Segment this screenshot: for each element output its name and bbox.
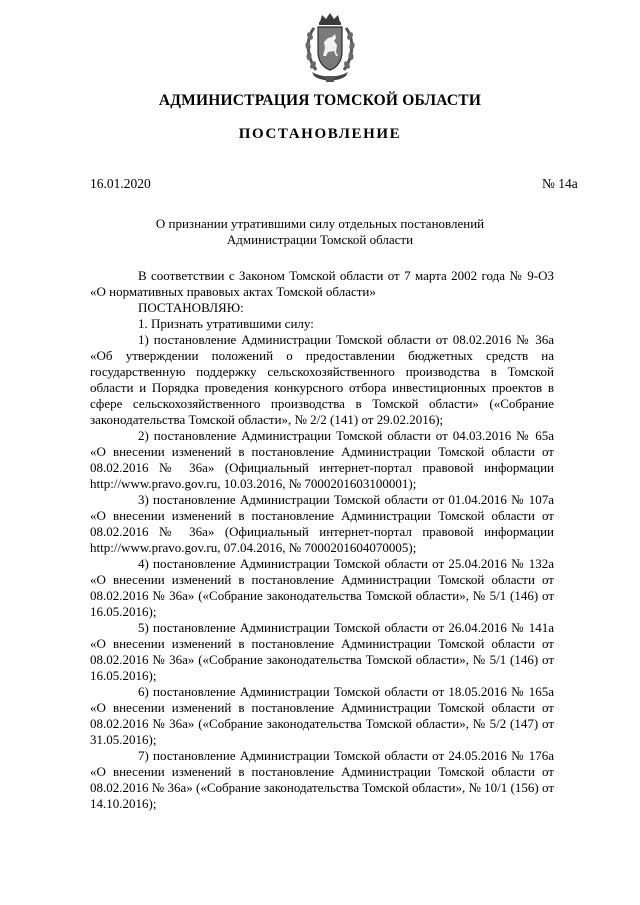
document-date: 16.01.2020 (90, 176, 151, 191)
list-item: 5) постановление Администрации Томской области от 26.04.2016 № 141а «О внесении изменений в постановление Администрации Томской области от 08.02.2016 № 36а» («Собрание законодательства Томской области», № 5/1 (146) от 16.05.2016); (90, 620, 554, 683)
tomsk-region-coat-of-arms-icon (300, 12, 360, 84)
document-subject (0, 216, 640, 248)
clause-heading: 1. Признать утратившими силу: (138, 316, 314, 331)
subject-line: Администрации Томской области (226, 232, 414, 247)
document-number: № 14а (542, 176, 578, 191)
list-item: 1) постановление Администрации Томской области от 08.02.2016 № 36а «Об утверждении положений о предоставлении бюджетных средств на государственную поддержку сельскохозяйственного производства в Томской области и Порядка проведения конкурсного отбора инвестиционных проектов в сфере сельскохозяйственного производства в Томской области» («Собрание законодательства Томской области», № 2/2 (141) от 29.02.2016); (90, 332, 554, 427)
document-type: ПОСТАНОВЛЕНИЕ (238, 126, 402, 142)
organization-title: АДМИНИСТРАЦИЯ ТОМСКОЙ ОБЛАСТИ (158, 92, 482, 109)
list-item: 7) постановление Администрации Томской области от 24.05.2016 № 176а «О внесении изменений в постановление Администрации Томской области от 08.02.2016 № 36а» («Собрание законодательства Томской области», № 10/1 (156) от 14.10.2016); (90, 748, 554, 811)
preamble: В соответствии с Законом Томской области от 7 марта 2002 года № 9-ОЗ «О нормативных правовых актах Томской области» (90, 268, 554, 299)
subject-line: О признании утратившими силу отдельных постановлений (155, 216, 485, 231)
document-body (90, 268, 554, 812)
decree-word: ПОСТАНОВЛЯЮ: (138, 300, 244, 315)
list-item: 4) постановление Администрации Томской области от 25.04.2016 № 132а «О внесении изменений в постановление Администрации Томской области от 08.02.2016 № 36а» («Собрание законодательства Томской области», № 5/1 (146) от 16.05.2016); (90, 556, 554, 619)
list-item: 6) постановление Администрации Томской области от 18.05.2016 № 165а «О внесении изменений в постановление Администрации Томской области от 08.02.2016 № 36а» («Собрание законодательства Томской области», № 5/2 (147) от 31.05.2016); (90, 684, 554, 747)
list-item: 2) постановление Администрации Томской области от 04.03.2016 № 65а «О внесении изменений в постановление Администрации Томской области от 08.02.2016 № 36а» (Официальный интернет-портал правовой информации http://www.pravo.gov.ru, 10.03.2016, № 7000201603100001); (90, 428, 554, 491)
list-item: 3) постановление Администрации Томской области от 01.04.2016 № 107а «О внесении изменений в постановление Администрации Томской области от 08.02.2016 № 36а» (Официальный интернет-портал правовой информации http://www.pravo.gov.ru, 07.04.2016, № 7000201604070005); (90, 492, 554, 555)
